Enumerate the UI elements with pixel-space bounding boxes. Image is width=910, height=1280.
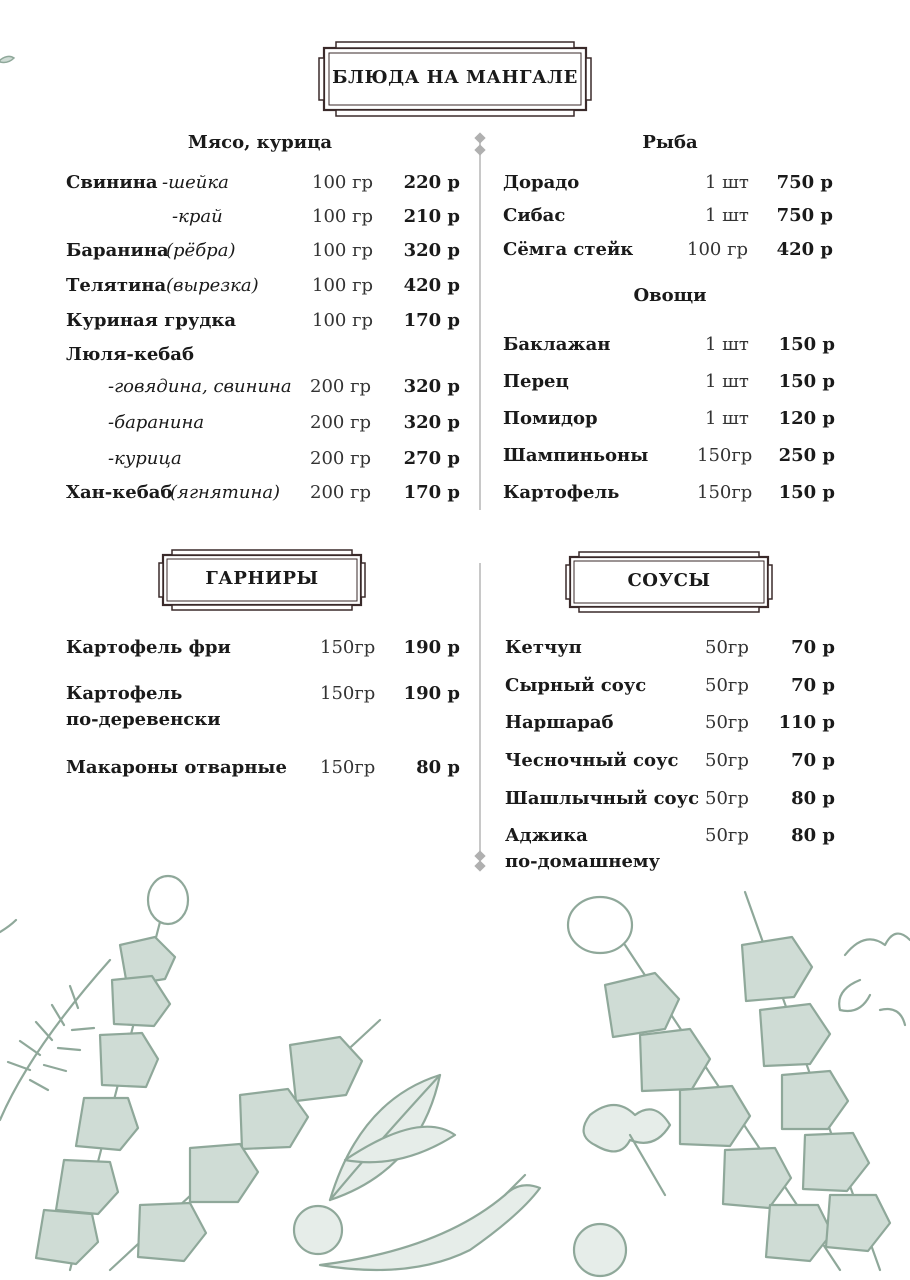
center-divider-top — [479, 142, 481, 510]
list-item — [66, 238, 460, 264]
item-price: 70 р — [791, 675, 835, 696]
list-item-continuation — [66, 707, 460, 733]
item-name-line2: по-домашнему — [505, 851, 661, 872]
item-weight: 100 гр — [687, 239, 749, 260]
item-price: 320 р — [403, 376, 460, 397]
item-price: 220 р — [403, 172, 460, 193]
item-name: Картофель — [66, 683, 183, 704]
item-weight: 100 гр — [312, 275, 374, 296]
item-name: Кетчуп — [505, 637, 582, 658]
divider-ornament-icon — [474, 144, 485, 155]
item-price: 80 р — [416, 757, 460, 778]
list-item — [66, 308, 460, 334]
item-name: Телятина — [66, 275, 167, 296]
list-item — [505, 786, 835, 812]
list-item — [66, 273, 460, 299]
item-weight: 150гр — [697, 445, 753, 466]
section-title-garnish: ГАРНИРЫ — [205, 568, 319, 589]
item-name: Аджика — [505, 825, 588, 846]
item-name: Шампиньоны — [503, 445, 649, 466]
item-price: 270 р — [403, 448, 460, 469]
list-item — [505, 673, 835, 699]
item-price: 70 р — [791, 750, 835, 771]
item-weight: 150гр — [320, 757, 376, 778]
item-price: 80 р — [791, 788, 835, 809]
item-note: (рёбра) — [166, 240, 236, 261]
item-price: 190 р — [403, 683, 460, 704]
item-name: Дорадо — [503, 172, 580, 193]
item-name: Сырный соус — [505, 675, 647, 696]
item-price: 320 р — [403, 412, 460, 433]
item-price: 170 р — [403, 310, 460, 331]
item-weight: 100 гр — [312, 240, 374, 261]
item-note: -курица — [108, 448, 182, 469]
list-item — [66, 374, 460, 400]
list-item — [66, 204, 460, 230]
list-item — [505, 635, 835, 661]
item-name: Сёмга стейк — [503, 239, 634, 260]
item-name: Перец — [503, 371, 569, 392]
list-item — [505, 823, 835, 849]
item-weight: 50гр — [705, 712, 749, 733]
item-price: 210 р — [403, 206, 460, 227]
item-price: 420 р — [403, 275, 460, 296]
item-weight: 1 шт — [705, 371, 749, 392]
item-weight: 1 шт — [705, 205, 749, 226]
item-note: (ягнятина) — [170, 482, 281, 503]
item-price: 750 р — [776, 172, 833, 193]
kebab-skewer-illustration — [0, 870, 910, 1280]
list-item — [503, 443, 835, 469]
section-title-sauces: СОУСЫ — [627, 570, 711, 591]
list-item — [503, 480, 835, 506]
list-item — [503, 170, 833, 196]
item-price: 150 р — [778, 371, 835, 392]
veg-heading: Овощи — [633, 285, 707, 306]
item-weight: 200 гр — [310, 412, 372, 433]
sauces-title-frame — [565, 551, 773, 613]
item-weight: 50гр — [705, 825, 749, 846]
item-weight: 200 гр — [310, 448, 372, 469]
item-weight: 50гр — [705, 788, 749, 809]
item-name: Куриная грудка — [66, 310, 237, 331]
item-weight: 1 шт — [705, 172, 749, 193]
item-name: Люля-кебаб — [66, 344, 194, 365]
item-note: -шейка — [162, 172, 229, 193]
fish-heading: Рыба — [642, 132, 698, 153]
item-name: Чесночный соус — [505, 750, 679, 771]
list-item — [503, 406, 835, 432]
item-weight: 150гр — [320, 637, 376, 658]
list-item — [66, 635, 460, 661]
meat-heading: Мясо, курица — [187, 132, 333, 153]
list-item — [66, 170, 460, 196]
item-price: 70 р — [791, 637, 835, 658]
garnish-title-frame — [158, 549, 366, 611]
center-divider-bottom — [479, 563, 481, 863]
item-weight: 50гр — [705, 750, 749, 771]
list-item — [503, 203, 833, 229]
list-item — [66, 446, 460, 472]
item-weight: 50гр — [705, 637, 749, 658]
item-weight: 50гр — [705, 675, 749, 696]
item-price: 120 р — [778, 408, 835, 429]
list-item — [66, 342, 460, 368]
item-weight: 100 гр — [312, 206, 374, 227]
item-name: Баранина — [66, 240, 169, 261]
item-name: Шашлычный соус — [505, 788, 700, 809]
list-item — [505, 748, 835, 774]
list-item — [66, 681, 460, 707]
item-price: 190 р — [403, 637, 460, 658]
item-note: -край — [172, 206, 223, 227]
item-weight: 150гр — [320, 683, 376, 704]
item-price: 170 р — [403, 482, 460, 503]
item-weight: 100 гр — [312, 172, 374, 193]
item-price: 420 р — [776, 239, 833, 260]
item-price: 150 р — [778, 334, 835, 355]
list-item — [503, 332, 835, 358]
item-price: 150 р — [778, 482, 835, 503]
item-name: Наршараб — [505, 712, 614, 733]
list-item — [66, 480, 460, 506]
item-note: (вырезка) — [166, 275, 259, 296]
list-item — [66, 755, 460, 781]
item-name: Баклажан — [503, 334, 611, 355]
list-item — [505, 710, 835, 736]
item-weight: 200 гр — [310, 482, 372, 503]
item-name: Картофель фри — [66, 637, 231, 658]
item-name: Сибас — [503, 205, 566, 226]
item-price: 750 р — [776, 205, 833, 226]
item-price: 320 р — [403, 240, 460, 261]
divider-ornament-icon — [474, 132, 485, 143]
main-title-frame — [318, 40, 592, 118]
item-weight: 150гр — [697, 482, 753, 503]
page-title: БЛЮДА НА МАНГАЛЕ — [332, 67, 578, 88]
item-weight: 200 гр — [310, 376, 372, 397]
leaf-sprig-icon — [0, 52, 16, 70]
item-note: -говядина, свинина — [108, 376, 292, 397]
item-price: 110 р — [778, 712, 835, 733]
list-item — [503, 237, 833, 263]
item-note: -баранина — [108, 412, 205, 433]
item-weight: 100 гр — [312, 310, 374, 331]
item-name: Хан-кебаб — [66, 482, 173, 503]
item-price: 250 р — [778, 445, 835, 466]
item-name: Помидор — [503, 408, 598, 429]
item-name: Свинина — [66, 172, 158, 193]
item-weight: 1 шт — [705, 408, 749, 429]
list-item — [503, 369, 835, 395]
item-name: Макароны отварные — [66, 757, 287, 778]
item-name-line2: по-деревенски — [66, 709, 221, 730]
item-name: Картофель — [503, 482, 620, 503]
list-item — [66, 410, 460, 436]
item-price: 80 р — [791, 825, 835, 846]
item-weight: 1 шт — [705, 334, 749, 355]
